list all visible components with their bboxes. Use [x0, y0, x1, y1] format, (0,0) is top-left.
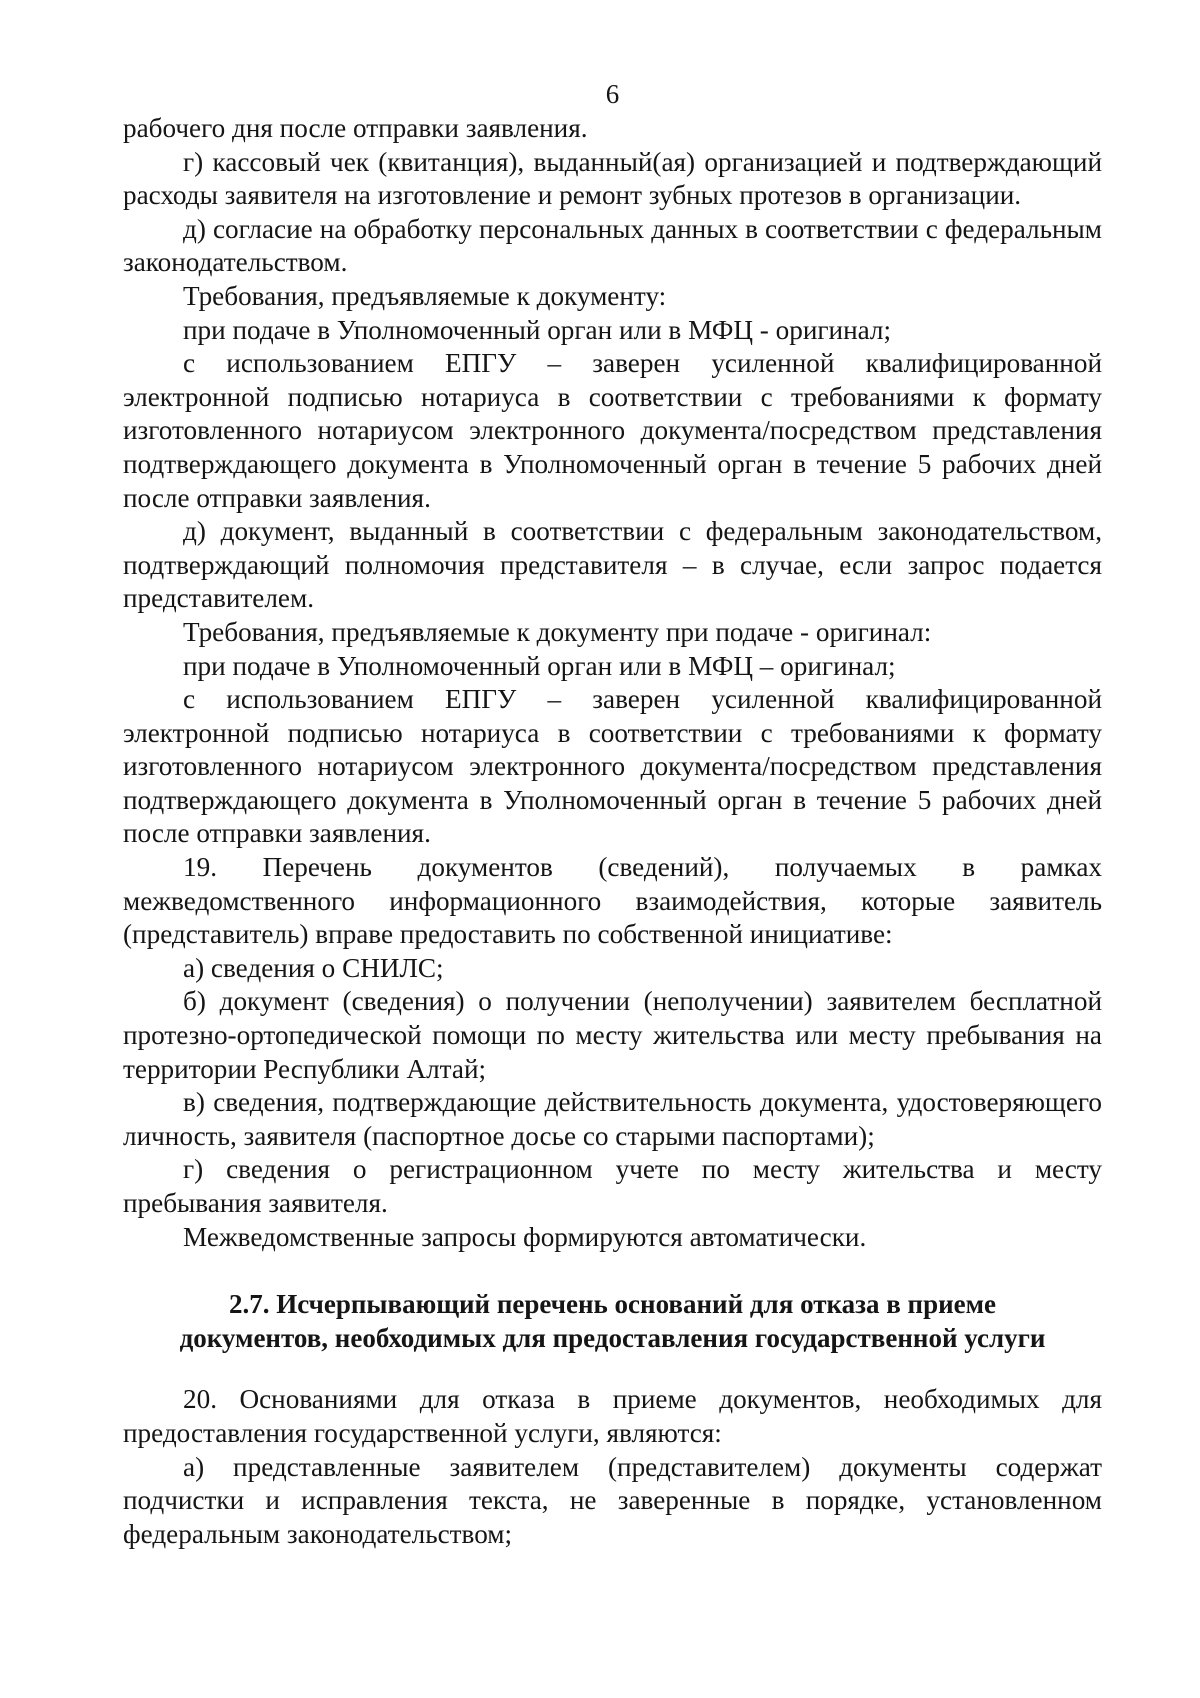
document-body — [123, 112, 1102, 1551]
paragraphs-top — [123, 112, 1102, 1254]
paragraph: при подаче в Уполномоченный орган или в МФЦ - оригинал; — [183, 314, 892, 345]
paragraph: в) сведения, подтверждающие действительность документа, удостоверяющего личность, заявителя (паспортное досье со старыми паспортами); — [123, 1087, 1102, 1151]
paragraph: б) документ (сведения) о получении (неполучении) заявителем бесплатной протезно-ортопедической помощи по месту жительства или месту пребывания на территории Республики Алтай; — [123, 986, 1102, 1084]
section-heading-line-1: 2.7. Исчерпывающий перечень оснований для отказа в приеме — [228, 1289, 997, 1320]
paragraph: с использованием ЕПГУ – заверен усиленной квалифицированной электронной подписью нотариуса в соответствии с требованиями к формату изготовленного нотариусом электронного документа/посредством представления подтверждающего документа в Уполномоченный орган в течение 5 рабочих дней после отправки заявления. — [123, 348, 1102, 513]
paragraph: Межведомственные запросы формируются автоматически. — [183, 1221, 867, 1252]
paragraph: Требования, предъявляемые к документу: — [183, 280, 667, 311]
section-heading — [123, 1288, 1102, 1355]
page-number: 6 — [605, 79, 620, 109]
paragraph: рабочего дня после отправки заявления. — [123, 113, 588, 143]
section-heading-line-2: документов, необходимых для предоставления государственной услуги — [179, 1322, 1046, 1353]
paragraph: д) документ, выданный в соответствии с федеральным законодательством, подтверждающий полномочия представителя – в случае, если запрос подается представителем. — [123, 516, 1102, 614]
paragraph: а) сведения о СНИЛС; — [183, 952, 444, 983]
paragraph: с использованием ЕПГУ – заверен усиленной квалифицированной электронной подписью нотариуса в соответствии с требованиями к формату изготовленного нотариусом электронного документа/посредством представления подтверждающего документа в Уполномоченный орган в течение 5 рабочих дней после отправки заявления. — [123, 684, 1102, 849]
paragraph: Требования, предъявляемые к документу при подаче - оригинал: — [183, 616, 932, 647]
paragraph: д) согласие на обработку персональных данных в соответствии с федеральным законодательством. — [123, 213, 1102, 278]
paragraph: а) представленные заявителем (представителем) документы содержат подчистки и исправления текста, не заверенные в порядке, установленном федеральным законодательством; — [123, 1451, 1102, 1549]
paragraphs-bottom — [123, 1383, 1102, 1551]
paragraph: 19. Перечень документов (сведений), получаемых в рамках межведомственного информационного взаимодействия, которые заявитель (представитель) вправе предоставить по собственной инициативе: — [123, 852, 1102, 950]
paragraph: г) кассовый чек (квитанция), выданный(ая) организацией и подтверждающий расходы заявителя на изготовление и ремонт зубных протезов в организации. — [123, 146, 1102, 211]
paragraph: при подаче в Уполномоченный орган или в МФЦ – оригинал; — [183, 650, 896, 681]
paragraph: 20. Основаниями для отказа в приеме документов, необходимых для предоставления государственной услуги, являются: — [123, 1384, 1102, 1448]
paragraph: г) сведения о регистрационном учете по месту жительства и месту пребывания заявителя. — [123, 1154, 1102, 1218]
